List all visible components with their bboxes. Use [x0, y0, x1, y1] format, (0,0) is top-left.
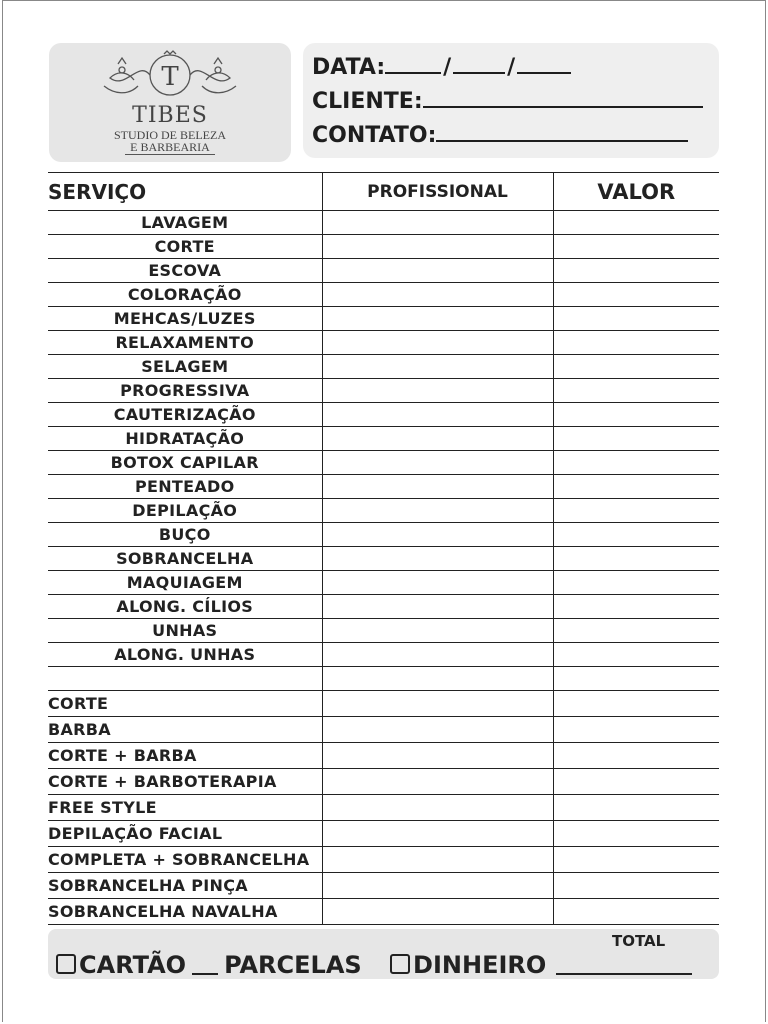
service-name-cell: CORTE — [48, 691, 322, 717]
value-cell[interactable] — [553, 691, 719, 717]
service-name-cell: PROGRESSIVA — [48, 379, 322, 403]
professional-cell[interactable] — [322, 743, 553, 769]
value-cell[interactable] — [553, 769, 719, 795]
professional-cell[interactable] — [322, 571, 553, 595]
table-row — [48, 523, 719, 547]
table-row — [48, 235, 719, 259]
card-label: CARTÃO — [79, 951, 187, 979]
value-cell[interactable] — [553, 571, 719, 595]
value-cell[interactable] — [553, 427, 719, 451]
table-row — [48, 499, 719, 523]
brand-subtitle-line1: STUDIO DE BELEZA — [114, 128, 226, 142]
table-row — [48, 283, 719, 307]
service-name-cell: ALONG. CÍLIOS — [48, 595, 322, 619]
professional-cell[interactable] — [322, 821, 553, 847]
table-row — [48, 619, 719, 643]
table-row — [48, 571, 719, 595]
value-cell[interactable] — [553, 667, 719, 691]
service-name-cell: ESCOVA — [48, 259, 322, 283]
service-name-cell: DEPILAÇÃO FACIAL — [48, 821, 322, 847]
table-row — [48, 717, 719, 743]
professional-cell[interactable] — [322, 307, 553, 331]
value-cell[interactable] — [553, 451, 719, 475]
value-cell[interactable] — [553, 643, 719, 667]
value-cell[interactable] — [553, 595, 719, 619]
value-cell[interactable] — [553, 499, 719, 523]
value-cell[interactable] — [553, 795, 719, 821]
service-name-cell: SELAGEM — [48, 355, 322, 379]
payment-row — [56, 950, 692, 980]
value-cell[interactable] — [553, 403, 719, 427]
service-name-cell: UNHAS — [48, 619, 322, 643]
professional-cell[interactable] — [322, 211, 553, 235]
service-name-cell — [48, 667, 322, 691]
service-name-cell: COMPLETA + SOBRANCELHA — [48, 847, 322, 873]
professional-cell[interactable] — [322, 847, 553, 873]
professional-cell[interactable] — [322, 619, 553, 643]
table-row — [48, 427, 719, 451]
professional-cell[interactable] — [322, 427, 553, 451]
services-table-body — [48, 211, 719, 925]
date-row — [312, 54, 571, 81]
crown-ornament-icon — [98, 50, 242, 102]
table-row — [48, 899, 719, 925]
professional-cell[interactable] — [322, 643, 553, 667]
date-separator-1: / — [443, 55, 452, 80]
table-row — [48, 691, 719, 717]
value-cell[interactable] — [553, 331, 719, 355]
installments-label: PARCELAS — [224, 951, 362, 979]
professional-cell[interactable] — [322, 667, 553, 691]
brand-subtitle-line2: E BARBEARIA — [130, 140, 210, 154]
professional-cell[interactable] — [322, 717, 553, 743]
service-name-cell: BOTOX CAPILAR — [48, 451, 322, 475]
professional-cell[interactable] — [322, 379, 553, 403]
value-cell[interactable] — [553, 523, 719, 547]
contact-row — [312, 122, 688, 149]
date-day-field[interactable] — [385, 54, 441, 74]
cash-label: DINHEIRO — [413, 951, 547, 979]
value-cell[interactable] — [553, 743, 719, 769]
date-label: DATA: — [312, 55, 386, 80]
service-name-cell: CORTE + BARBOTERAPIA — [48, 769, 322, 795]
professional-cell[interactable] — [322, 547, 553, 571]
professional-cell[interactable] — [322, 499, 553, 523]
table-row — [48, 451, 719, 475]
total-label: TOTAL — [612, 932, 666, 950]
table-row — [48, 547, 719, 571]
table-row — [48, 667, 719, 691]
services-table — [48, 172, 719, 925]
table-row — [48, 475, 719, 499]
table-row — [48, 259, 719, 283]
professional-cell[interactable] — [322, 769, 553, 795]
professional-cell[interactable] — [322, 595, 553, 619]
table-row — [48, 643, 719, 667]
value-cell[interactable] — [553, 259, 719, 283]
table-row — [48, 743, 719, 769]
contact-label: CONTATO: — [312, 123, 437, 148]
service-name-cell: MEHCAS/LUZES — [48, 307, 322, 331]
professional-cell[interactable] — [322, 355, 553, 379]
value-cell[interactable] — [553, 307, 719, 331]
client-row — [312, 88, 703, 115]
value-cell[interactable] — [553, 619, 719, 643]
logo-monogram: T — [161, 62, 179, 92]
client-name-field[interactable] — [423, 88, 703, 108]
professional-cell[interactable] — [322, 523, 553, 547]
value-cell[interactable] — [553, 475, 719, 499]
service-name-cell: SOBRANCELHA — [48, 547, 322, 571]
value-cell[interactable] — [553, 235, 719, 259]
service-name-cell: SOBRANCELHA PINÇA — [48, 873, 322, 899]
service-name-cell: MAQUIAGEM — [48, 571, 322, 595]
service-name-cell: CAUTERIZAÇÃO — [48, 403, 322, 427]
professional-cell[interactable] — [322, 259, 553, 283]
service-name-cell: HIDRATAÇÃO — [48, 427, 322, 451]
table-row — [48, 795, 719, 821]
client-label: CLIENTE: — [312, 89, 423, 114]
table-header-row — [48, 173, 719, 211]
professional-cell[interactable] — [322, 873, 553, 899]
value-cell[interactable] — [553, 873, 719, 899]
brand-name: TIBES — [132, 103, 208, 128]
table-row — [48, 595, 719, 619]
service-name-cell: ALONG. UNHAS — [48, 643, 322, 667]
service-name-cell: RELAXAMENTO — [48, 331, 322, 355]
table-row — [48, 379, 719, 403]
professional-cell[interactable] — [322, 283, 553, 307]
table-row — [48, 847, 719, 873]
date-year-field[interactable] — [517, 54, 571, 74]
value-cell[interactable] — [553, 821, 719, 847]
table-row — [48, 211, 719, 235]
header-value: VALOR — [553, 173, 719, 211]
service-name-cell: BUÇO — [48, 523, 322, 547]
professional-cell[interactable] — [322, 235, 553, 259]
date-month-field[interactable] — [453, 54, 505, 74]
service-name-cell: CORTE — [48, 235, 322, 259]
date-separator-2: / — [507, 55, 516, 80]
service-name-cell: DEPILAÇÃO — [48, 499, 322, 523]
total-field[interactable] — [556, 953, 692, 975]
service-name-cell: FREE STYLE — [48, 795, 322, 821]
value-cell[interactable] — [553, 899, 719, 925]
professional-cell[interactable] — [322, 899, 553, 925]
header-professional: PROFISSIONAL — [322, 173, 553, 211]
value-cell[interactable] — [553, 547, 719, 571]
professional-cell[interactable] — [322, 691, 553, 717]
table-row — [48, 769, 719, 795]
value-cell[interactable] — [553, 847, 719, 873]
table-row — [48, 403, 719, 427]
table-row — [48, 307, 719, 331]
brand-underline — [125, 154, 215, 155]
value-cell[interactable] — [553, 355, 719, 379]
service-name-cell: PENTEADO — [48, 475, 322, 499]
table-row — [48, 331, 719, 355]
card-checkbox[interactable] — [56, 954, 76, 974]
service-name-cell: BARBA — [48, 717, 322, 743]
professional-cell[interactable] — [322, 475, 553, 499]
cash-checkbox[interactable] — [390, 954, 410, 974]
service-name-cell: SOBRANCELHA NAVALHA — [48, 899, 322, 925]
value-cell[interactable] — [553, 717, 719, 743]
table-row — [48, 821, 719, 847]
service-name-cell: LAVAGEM — [48, 211, 322, 235]
professional-cell[interactable] — [322, 795, 553, 821]
contact-field[interactable] — [436, 122, 688, 142]
value-cell[interactable] — [553, 211, 719, 235]
professional-cell[interactable] — [322, 331, 553, 355]
professional-cell[interactable] — [322, 403, 553, 427]
value-cell[interactable] — [553, 379, 719, 403]
installments-field[interactable] — [192, 953, 218, 975]
service-name-cell: COLORAÇÃO — [48, 283, 322, 307]
table-row — [48, 355, 719, 379]
service-name-cell: CORTE + BARBA — [48, 743, 322, 769]
header-service: SERVIÇO — [48, 173, 322, 211]
professional-cell[interactable] — [322, 451, 553, 475]
value-cell[interactable] — [553, 283, 719, 307]
table-row — [48, 873, 719, 899]
